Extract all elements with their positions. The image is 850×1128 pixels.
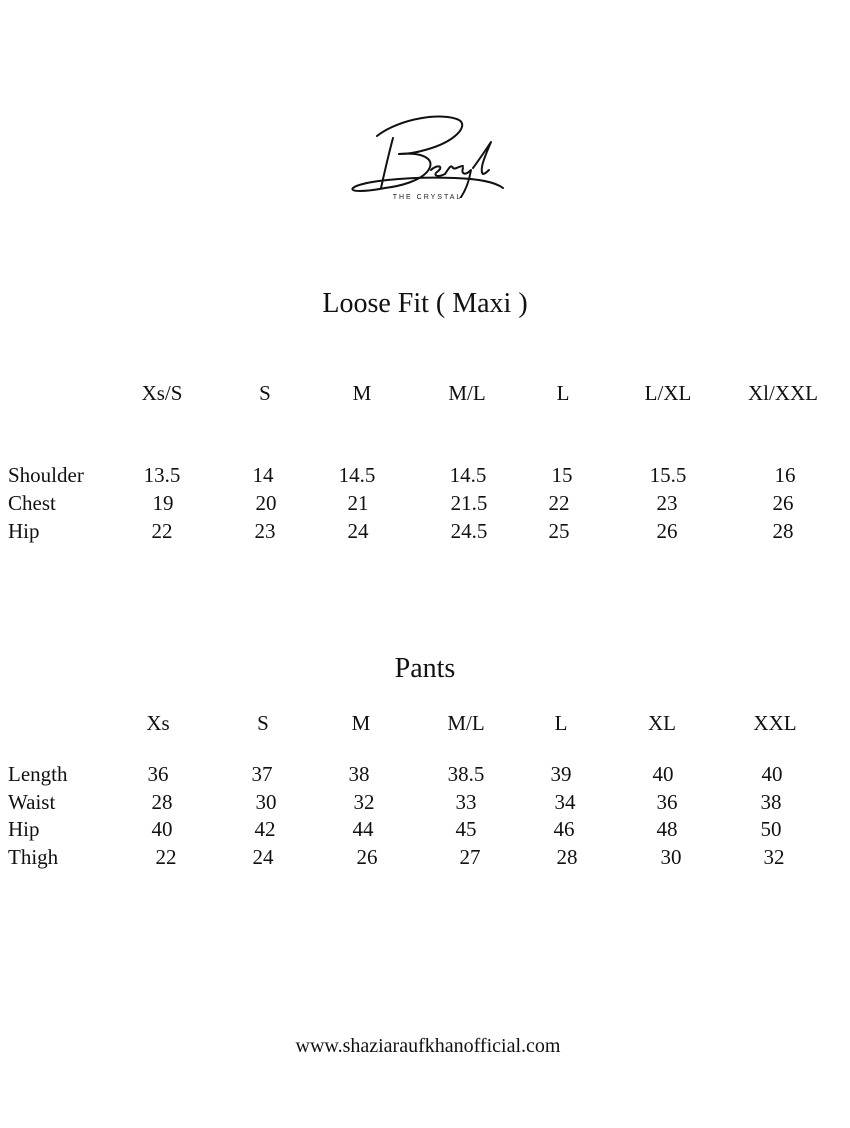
brand-logo xyxy=(345,108,510,208)
table-cell: 26 xyxy=(772,491,794,515)
column-header: Xs/S xyxy=(141,381,183,405)
table-cell: 45 xyxy=(455,817,477,841)
table-cell: 14.5 xyxy=(449,463,487,487)
table-cell: 30 xyxy=(660,845,682,869)
table-cell: 38.5 xyxy=(447,762,485,786)
table-cell: 15.5 xyxy=(649,463,687,487)
column-header: XL xyxy=(648,711,676,735)
table-cell: 36 xyxy=(147,762,169,786)
table-cell: 38 xyxy=(348,762,370,786)
website-link[interactable]: www.shaziaraufkhanofficial.com xyxy=(295,1035,561,1057)
column-header: L/XL xyxy=(644,381,692,405)
table-cell: 22 xyxy=(155,845,177,869)
column-header: L xyxy=(554,711,568,735)
column-header: S xyxy=(257,711,269,735)
table-cell: 32 xyxy=(763,845,785,869)
row-label: Thigh xyxy=(8,845,59,869)
table-cell: 16 xyxy=(774,463,796,487)
table-cell: 50 xyxy=(760,817,782,841)
table-cell: 48 xyxy=(656,817,678,841)
table-cell: 40 xyxy=(652,762,674,786)
logo-tagline: THE CRYSTAL xyxy=(392,194,463,201)
table-cell: 28 xyxy=(556,845,578,869)
table-cell: 39 xyxy=(550,762,572,786)
table-cell: 38 xyxy=(760,790,782,814)
table-cell: 25 xyxy=(548,519,570,543)
table-cell: 14.5 xyxy=(338,463,376,487)
loose-fit-title: Loose Fit ( Maxi ) xyxy=(322,288,528,319)
table-cell: 21.5 xyxy=(450,491,488,515)
table-cell: 24 xyxy=(347,519,369,543)
table-cell: 37 xyxy=(251,762,273,786)
table-cell: 32 xyxy=(353,790,375,814)
table-cell: 26 xyxy=(656,519,678,543)
table-cell: 40 xyxy=(761,762,783,786)
column-header: Xs xyxy=(146,711,170,735)
table-cell: 42 xyxy=(254,817,276,841)
table-cell: 46 xyxy=(553,817,575,841)
table-cell: 23 xyxy=(656,491,678,515)
table-cell: 24 xyxy=(252,845,274,869)
table-cell: 22 xyxy=(548,491,570,515)
column-header: XXL xyxy=(753,711,797,735)
row-label: Length xyxy=(8,762,68,786)
table-cell: 19 xyxy=(152,491,174,515)
table-cell: 40 xyxy=(151,817,173,841)
row-label: Waist xyxy=(8,790,56,814)
column-header: M xyxy=(351,711,371,735)
row-label: Hip xyxy=(8,519,40,543)
column-header: M xyxy=(352,381,372,405)
table-cell: 24.5 xyxy=(450,519,488,543)
table-cell: 28 xyxy=(151,790,173,814)
column-header: M/L xyxy=(448,381,486,405)
table-cell: 21 xyxy=(347,491,369,515)
column-header: S xyxy=(259,381,271,405)
row-label: Hip xyxy=(8,817,40,841)
row-label: Chest xyxy=(8,491,56,515)
table-cell: 36 xyxy=(656,790,678,814)
table-cell: 44 xyxy=(352,817,374,841)
beryl-signature-icon xyxy=(345,108,510,198)
column-header: Xl/XXL xyxy=(748,381,818,405)
table-cell: 22 xyxy=(151,519,173,543)
table-cell: 27 xyxy=(459,845,481,869)
column-header: M/L xyxy=(447,711,485,735)
column-header: L xyxy=(556,381,570,405)
table-cell: 28 xyxy=(772,519,794,543)
pants-title: Pants xyxy=(394,653,456,684)
row-label: Shoulder xyxy=(8,463,84,487)
table-cell: 23 xyxy=(254,519,276,543)
table-cell: 34 xyxy=(554,790,576,814)
table-cell: 13.5 xyxy=(143,463,181,487)
table-cell: 15 xyxy=(551,463,573,487)
table-cell: 30 xyxy=(255,790,277,814)
table-cell: 33 xyxy=(455,790,477,814)
table-cell: 14 xyxy=(252,463,274,487)
table-cell: 20 xyxy=(255,491,277,515)
table-cell: 26 xyxy=(356,845,378,869)
